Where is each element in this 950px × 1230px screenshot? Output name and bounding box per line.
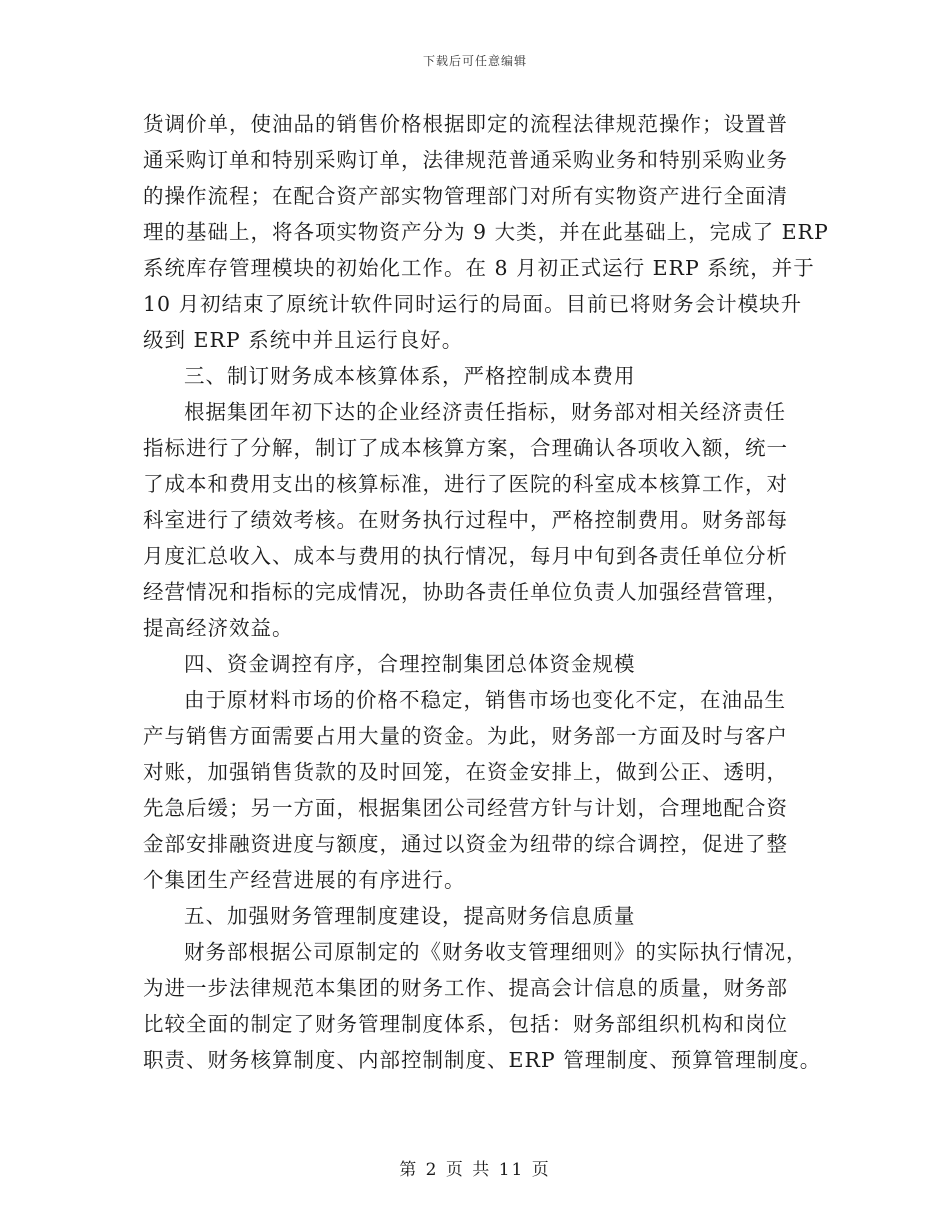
section-heading: 四、资金调控有序，合理控制集团总体资金规模 bbox=[184, 652, 636, 676]
body-line: 货调价单，使油品的销售价格根据即定的流程法律规范操作；设置普 bbox=[143, 112, 788, 136]
page-header: 下载后可任意编辑 bbox=[422, 54, 527, 68]
page-number: 第 2 页 共 11 页 bbox=[399, 1160, 551, 1180]
body-line: 10 月初结束了原统计软件同时运行的局面。目前已将财务会计模块升 bbox=[143, 292, 803, 316]
body-line: 产与销售方面需要占用大量的资金。为此，财务部一方面及时与客户 bbox=[143, 724, 788, 748]
body-line: 对账，加强销售货款的及时回笼，在资金安排上，做到公正、透明， bbox=[143, 760, 788, 784]
body-line: 先急后缓；另一方面，根据集团公司经营方针与计划，合理地配合资 bbox=[143, 796, 788, 820]
body-line: 提高经济效益。 bbox=[143, 616, 294, 640]
body-line: 比较全面的制定了财务管理制度体系，包括：财务部组织机构和岗位 bbox=[143, 1012, 788, 1036]
body-line: 了成本和费用支出的核算标准，进行了医院的科室成本核算工作，对 bbox=[143, 472, 788, 496]
body-line: 职责、财务核算制度、内部控制制度、ERP 管理制度、预算管理制度。 bbox=[143, 1048, 822, 1072]
body-line: 通采购订单和特别采购订单，法律规范普通采购业务和特别采购业务 bbox=[143, 148, 788, 172]
body-line: 理的基础上，将各项实物资产分为 9 大类，并在此基础上，完成了 ERP bbox=[143, 220, 829, 244]
body-line: 由于原材料市场的价格不稳定，销售市场也变化不定，在油品生 bbox=[184, 688, 786, 712]
body-line: 级到 ERP 系统中并且运行良好。 bbox=[143, 328, 464, 352]
section-heading: 三、制订财务成本核算体系，严格控制成本费用 bbox=[184, 364, 636, 388]
body-line: 个集团生产经营进展的有序进行。 bbox=[143, 868, 466, 892]
body-line: 月度汇总收入、成本与费用的执行情况，每月中旬到各责任单位分析 bbox=[143, 544, 788, 568]
body-line: 为进一步法律规范本集团的财务工作、提高会计信息的质量，财务部 bbox=[143, 976, 788, 1000]
document-body bbox=[143, 106, 829, 1078]
body-line: 系统库存管理模块的初始化工作。在 8 月初正式运行 ERP 系统，并于 bbox=[143, 256, 815, 280]
section-heading: 五、加强财务管理制度建设，提高财务信息质量 bbox=[184, 904, 636, 928]
body-line: 指标进行了分解，制订了成本核算方案，合理确认各项收入额，统一 bbox=[143, 436, 788, 460]
body-line: 科室进行了绩效考核。在财务执行过程中，严格控制费用。财务部每 bbox=[143, 508, 788, 532]
body-line: 金部安排融资进度与额度，通过以资金为纽带的综合调控，促进了整 bbox=[143, 832, 788, 856]
body-line: 根据集团年初下达的企业经济责任指标，财务部对相关经济责任 bbox=[184, 400, 786, 424]
body-line: 财务部根据公司原制定的《财务收支管理细则》的实际执行情况， bbox=[184, 940, 808, 964]
body-line: 的操作流程；在配合资产部实物管理部门对所有实物资产进行全面清 bbox=[143, 184, 788, 208]
body-line: 经营情况和指标的完成情况，协助各责任单位负责人加强经营管理， bbox=[143, 580, 788, 604]
